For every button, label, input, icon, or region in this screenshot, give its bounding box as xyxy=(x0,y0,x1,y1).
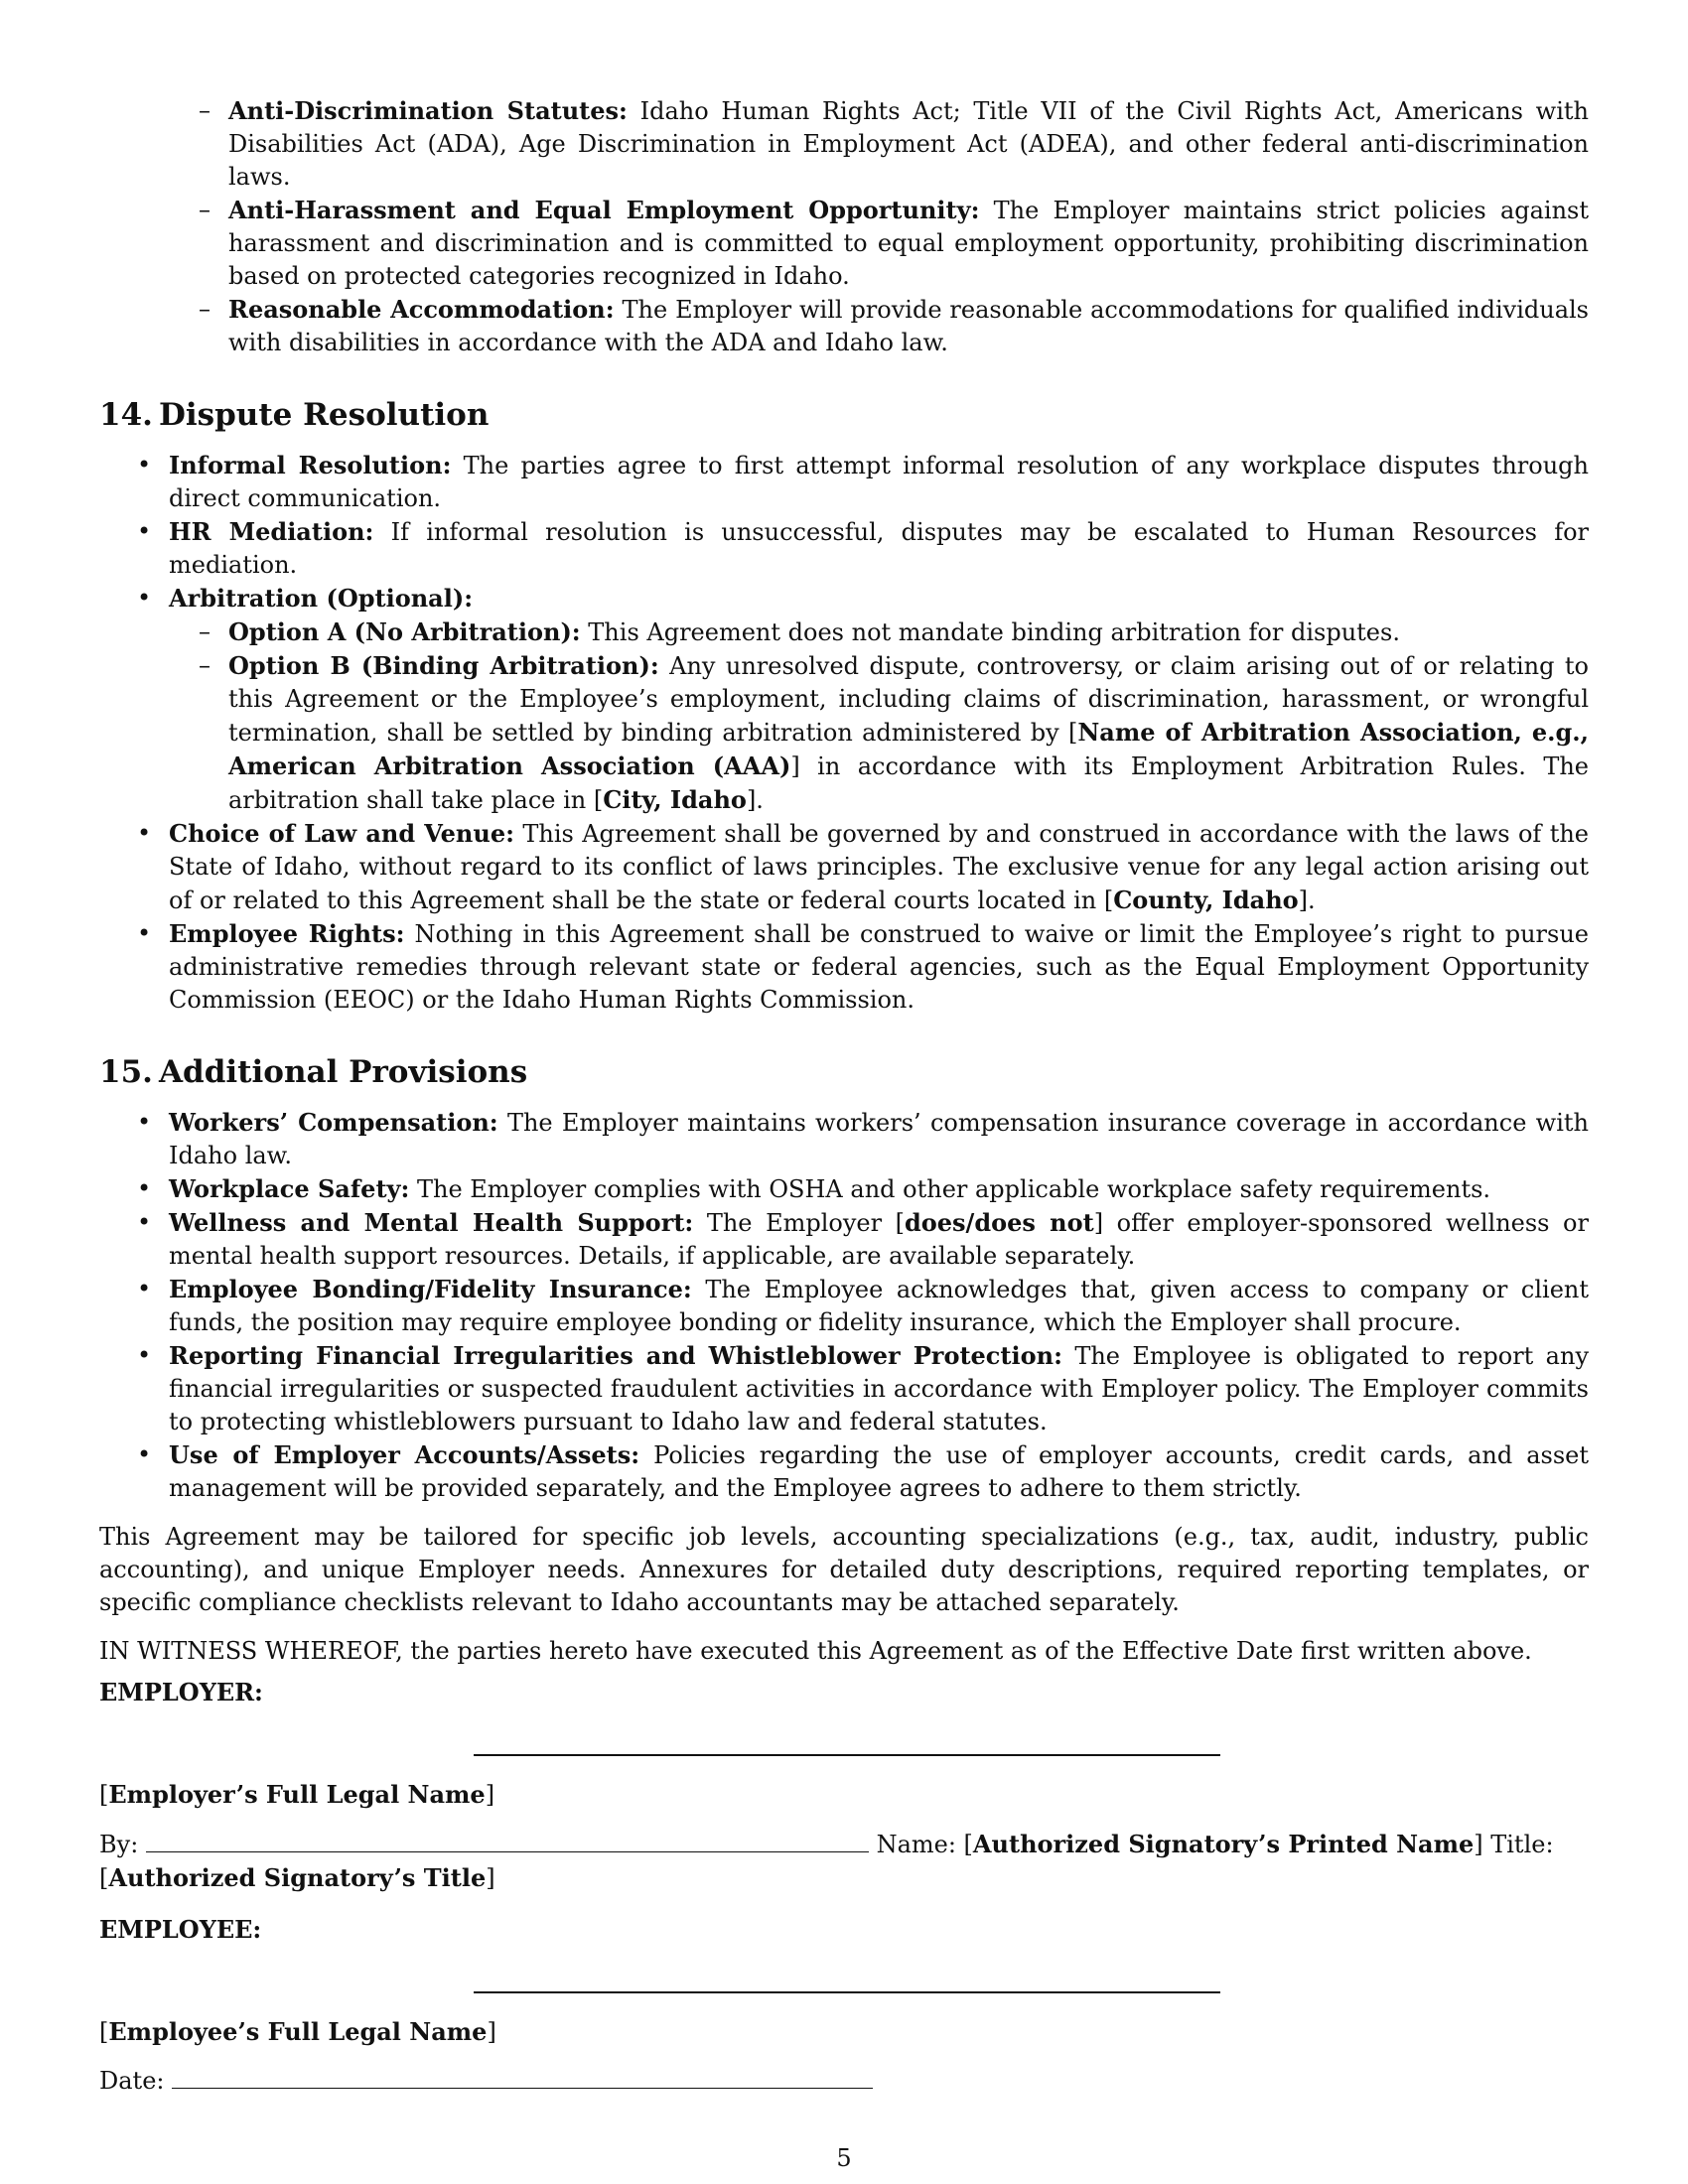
employer-signature-line[interactable] xyxy=(474,1754,1220,1756)
item-label: Anti-Discrimination Statutes: xyxy=(228,96,628,125)
list-item xyxy=(99,449,1589,515)
list-item xyxy=(99,1172,1589,1206)
section-heading-15 xyxy=(99,1052,1589,1092)
item-text: The Employer [ xyxy=(706,1209,905,1237)
item-label: Informal Resolution: xyxy=(169,451,452,479)
placeholder-field: does/does not xyxy=(904,1208,1094,1237)
item-text: This Agreement does not mandate binding arbitration for disputes. xyxy=(588,618,1400,646)
list-item xyxy=(99,1106,1589,1172)
item-label: Reasonable Accommodation: xyxy=(228,295,615,324)
item-label: Employee Rights: xyxy=(169,919,405,948)
employer-name-line: [Employer’s Full Legal Name] xyxy=(99,1780,495,1809)
item-label: HR Mediation: xyxy=(169,517,374,546)
placeholder-field: Name of Arbitration Association, e.g., American Arbitration Association (AAA) xyxy=(228,718,1590,780)
section-number: 14. xyxy=(99,397,153,433)
item-label: Arbitration (Optional): xyxy=(169,584,474,613)
placeholder-field: City, Idaho xyxy=(603,785,747,814)
item-text: Policies regarding the use of employer accounts, credit cards, and asset management will be provided separately, and the Employee agrees to adhere to them strictly. xyxy=(169,1441,1589,1502)
item-text: This Agreement shall be governed by and construed in accordance with the laws of the State of Idaho, without regard to its conflict of laws principles. The exclusive venue for any legal action arising out of or related to this Agreement shall be the state or federal courts located in [ xyxy=(169,820,1589,914)
item-text: Nothing in this Agreement shall be construed to waive or limit the Employee’s right to pursue administrative remedies through relevant state or federal agencies, such as the Equal Employment Opportunity Commission (EEOC) or the Idaho Human Rights Commission. xyxy=(169,920,1589,1014)
item-label: Choice of Law and Venue: xyxy=(169,819,514,848)
item-text: The Employee is obligated to report any financial irregularities or suspected fraudulent activities in accordance with Employer policy. The Employer commits to protecting whistleblowers pursuant to Idaho law and federal statutes. xyxy=(169,1342,1589,1435)
signatory-name-placeholder: Authorized Signatory’s Printed Name xyxy=(972,1830,1475,1858)
item-text: ]. xyxy=(746,786,764,814)
list-item xyxy=(99,1273,1589,1339)
list-item xyxy=(99,293,1589,359)
sec15-list xyxy=(99,1106,1589,1505)
employer-by-line: By: Name: [Authorized Signatory’s Printed Name] Title: [Authorized Signatory’s Title] xyxy=(99,1830,1554,1892)
list-item xyxy=(99,1438,1589,1505)
by-label: By: xyxy=(99,1831,139,1858)
item-label: Employee Bonding/Fidelity Insurance: xyxy=(169,1275,692,1303)
title-label: Title: xyxy=(1490,1831,1554,1858)
item-text: The parties agree to first attempt informal resolution of any workplace disputes through direct communication. xyxy=(169,452,1589,512)
employee-name-placeholder: Employee’s Full Legal Name xyxy=(108,2017,488,2046)
employer-name-placeholder: Employer’s Full Legal Name xyxy=(108,1780,486,1809)
item-label: Workplace Safety: xyxy=(169,1174,410,1203)
item-text: The Employer maintains strict policies against harassment and discrimination and is committed to equal employment opportunity, prohibiting discrimination based on protected categories recognized in Idaho. xyxy=(228,197,1590,290)
by-signature-field[interactable] xyxy=(146,1830,869,1852)
item-label: Reporting Financial Irregularities and Whistleblower Protection: xyxy=(169,1341,1062,1370)
witness-paragraph: IN WITNESS WHEREOF, the parties hereto have executed this Agreement as of the Effective Date first written above. xyxy=(99,1637,1532,1665)
item-text: The Employer will provide reasonable accommodations for qualified individuals with disabilities in accordance with the ADA and Idaho law. xyxy=(228,296,1589,356)
sec14-list xyxy=(99,449,1589,1017)
list-item xyxy=(99,1339,1589,1438)
date-label: Date: xyxy=(99,2067,165,2095)
section-title: Dispute Resolution xyxy=(159,397,490,433)
section-number: 15. xyxy=(99,1054,153,1090)
list-item xyxy=(99,194,1589,293)
list-item xyxy=(99,817,1589,917)
item-label: Option B (Binding Arbitration): xyxy=(228,651,659,680)
item-text: ]. xyxy=(1298,887,1316,914)
item-text: Any unresolved dispute, controversy, or claim arising out of or relating to this Agreement or the Employee’s employment, including claims of discrimination, harassment, or wrongful termination, shall be settled by binding arbitration administered by [ xyxy=(228,652,1589,747)
employee-signature-line[interactable] xyxy=(474,1991,1220,1993)
list-item xyxy=(99,582,1589,817)
employee-name-line: [Employee’s Full Legal Name] xyxy=(99,2017,496,2046)
placeholder-field: County, Idaho xyxy=(1113,886,1299,914)
section-title: Additional Provisions xyxy=(159,1054,528,1090)
document-page xyxy=(99,94,1589,2098)
page-number: 5 xyxy=(836,2144,852,2172)
tailoring-paragraph: This Agreement may be tailored for specific job levels, accounting specializations (e.g., tax, audit, industry, public accounting), and unique Employer needs. Annexures for detailed duty descriptions, required reporting templates, or specific compliance checklists relevant to Idaho accountants may be attached separately. xyxy=(99,1523,1589,1616)
item-text: Idaho Human Rights Act; Title VII of the Civil Rights Act, Americans with Disabilities Act (ADA), Age Discrimination in Employment Act (ADEA), and other federal anti-discrimination laws. xyxy=(228,97,1589,191)
name-label: Name: xyxy=(876,1831,956,1858)
signatory-title-placeholder: Authorized Signatory’s Title xyxy=(108,1863,487,1892)
sec13-list xyxy=(99,94,1589,359)
list-item xyxy=(99,1206,1589,1273)
employee-heading: EMPLOYEE: xyxy=(99,1915,262,1944)
employee-date-line xyxy=(99,2065,1589,2098)
date-field[interactable] xyxy=(172,2066,873,2089)
item-label: Use of Employer Accounts/Assets: xyxy=(169,1440,640,1469)
item-text: The Employee acknowledges that, given access to company or client funds, the position may require employee bonding or fidelity insurance, which the Employer shall procure. xyxy=(169,1276,1590,1336)
section-heading-14 xyxy=(99,395,1589,435)
list-item xyxy=(169,649,1589,817)
item-text: The Employer complies with OSHA and other applicable workplace safety requirements. xyxy=(416,1175,1491,1203)
item-text: The Employer maintains workers’ compensation insurance coverage in accordance with Idaho law. xyxy=(169,1109,1589,1169)
list-item xyxy=(99,917,1589,1017)
item-text: ] in accordance with its Employment Arbitration Rules. The arbitration shall take place in [ xyxy=(228,752,1590,814)
item-text: If informal resolution is unsuccessful, disputes may be escalated to Human Resources for mediation. xyxy=(169,518,1589,579)
item-label: Anti-Harassment and Equal Employment Opportunity: xyxy=(228,196,980,224)
list-item xyxy=(99,515,1589,582)
employer-heading: EMPLOYER: xyxy=(99,1678,263,1706)
arbitration-options xyxy=(169,615,1589,817)
item-label: Workers’ Compensation: xyxy=(169,1108,498,1137)
item-label: Option A (No Arbitration): xyxy=(228,617,581,646)
item-text: ] offer employer-sponsored wellness or mental health support resources. Details, if applicable, are available separately. xyxy=(169,1209,1589,1270)
list-item xyxy=(169,615,1589,649)
item-label: Wellness and Mental Health Support: xyxy=(169,1208,694,1237)
list-item xyxy=(99,94,1589,194)
